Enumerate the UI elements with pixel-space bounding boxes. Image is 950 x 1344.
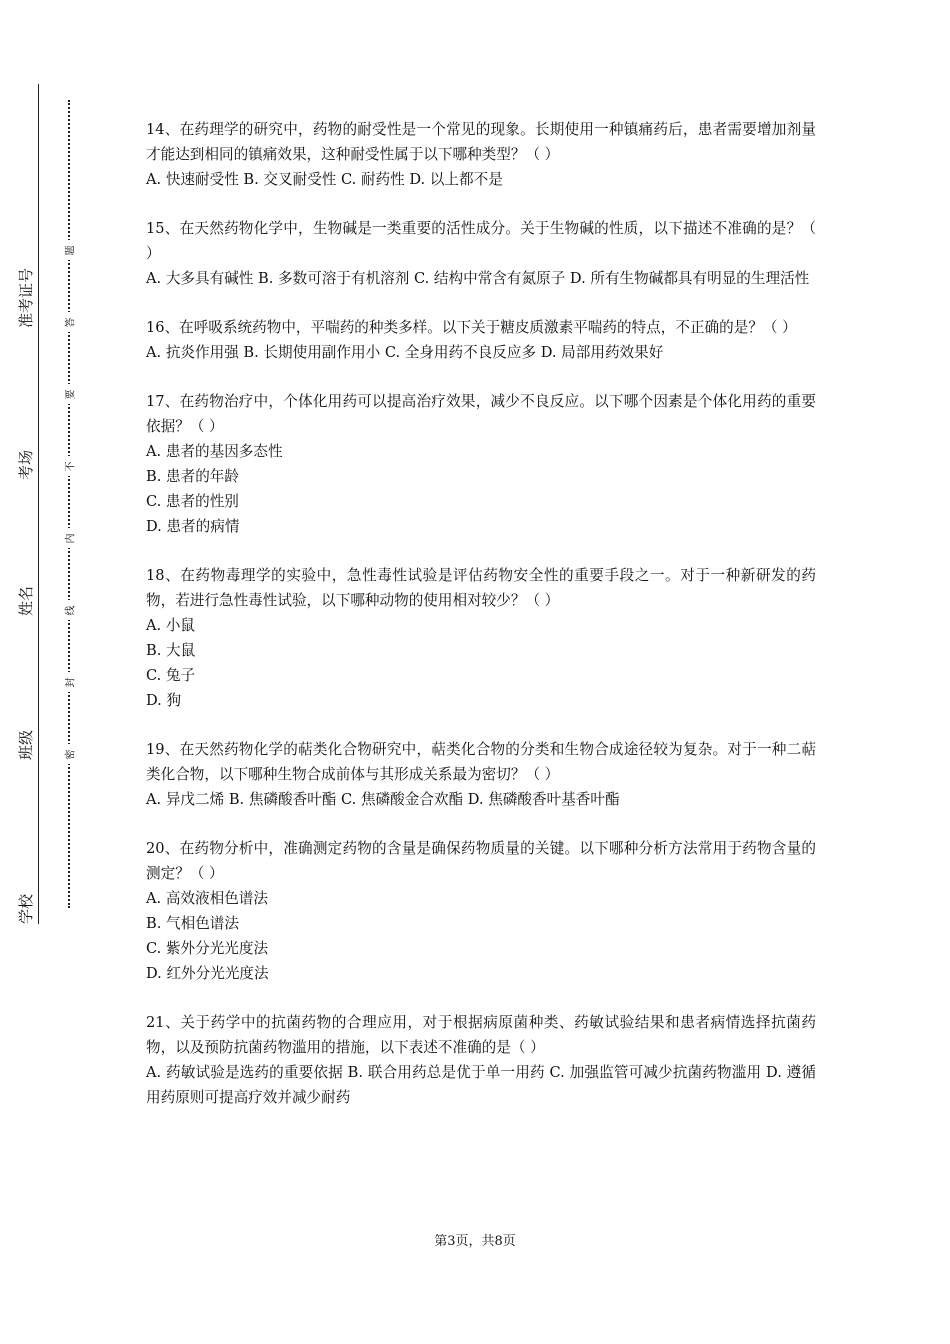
question-stem: 15、在天然药物化学中，生物碱是一类重要的活性成分。关于生物碱的性质，以下描述不准确的是？（ ） xyxy=(146,220,816,262)
option-b: B. 气相色谱法 xyxy=(146,915,239,932)
question-19 xyxy=(146,737,816,812)
option-b: B. 大鼠 xyxy=(146,642,196,659)
binding-line xyxy=(38,84,39,924)
seal-dotted-line xyxy=(68,100,70,908)
question-18 xyxy=(146,563,816,713)
exam-room-label: 考场 xyxy=(17,449,36,481)
question-stem: 17、在药物治疗中，个体化用药可以提高治疗效果，减少不良反应。以下哪个因素是个体化用药的重要依据？（ ） xyxy=(146,393,816,435)
option-d: D. 狗 xyxy=(146,692,182,709)
seal-char: 密 xyxy=(59,744,79,764)
question-options: A. 异戊二烯 B. 焦磷酸香叶酯 C. 焦磷酸金合欢酯 D. 焦磷酸香叶基香叶酯 xyxy=(146,791,620,808)
question-stem: 16、在呼吸系统药物中，平喘药的种类多样。以下关于糖皮质激素平喘药的特点，不正确的是？（ ） xyxy=(146,319,797,336)
question-options: A. 大多具有碱性 B. 多数可溶于有机溶剂 C. 结构中常含有氮原子 D. 所有生物碱都具有明显的生理活性 xyxy=(146,270,810,287)
question-15 xyxy=(146,216,816,291)
school-label: 学校 xyxy=(17,893,36,925)
option-a: A. 小鼠 xyxy=(146,617,196,634)
option-c: C. 患者的性别 xyxy=(146,493,239,510)
question-options: A. 快速耐受性 B. 交叉耐受性 C. 耐药性 D. 以上都不是 xyxy=(146,171,503,188)
option-a: A. 患者的基因多态性 xyxy=(146,443,283,460)
option-c: C. 紫外分光光度法 xyxy=(146,940,269,957)
question-stem: 21、关于药学中的抗菌药物的合理应用，对于根据病原菌种类、药敏试验结果和患者病情选择抗菌药物，以及预防抗菌药物滥用的措施，以下表述不准确的是（ ） xyxy=(146,1014,816,1056)
seal-char: 内 xyxy=(59,528,79,548)
option-d: D. 患者的病情 xyxy=(146,518,240,535)
exam-number-label: 准考证号 xyxy=(17,267,36,329)
question-14 xyxy=(146,117,816,192)
class-label: 班级 xyxy=(17,729,36,761)
page-number: 第3页，共8页 xyxy=(434,1234,516,1249)
question-17 xyxy=(146,389,816,539)
name-label: 姓名 xyxy=(17,585,36,617)
question-stem: 18、在药物毒理学的实验中，急性毒性试验是评估药物安全性的重要手段之一。对于一种新研发的药物，若进行急性毒性试验，以下哪种动物的使用相对较少？（ ） xyxy=(146,567,816,609)
seal-char: 题 xyxy=(59,240,79,260)
option-a: A. 高效液相色谱法 xyxy=(146,890,268,907)
question-stem: 20、在药物分析中，准确测定药物的含量是确保药物质量的关键。以下哪种分析方法常用于药物含量的测定？（ ） xyxy=(146,840,816,882)
question-20 xyxy=(146,836,816,986)
seal-char: 要 xyxy=(59,384,79,404)
question-21 xyxy=(146,1010,816,1110)
seal-char: 答 xyxy=(59,312,79,332)
question-16 xyxy=(146,315,816,365)
seal-char: 不 xyxy=(59,456,79,476)
seal-char: 封 xyxy=(59,672,79,692)
seal-char: 线 xyxy=(59,600,79,620)
question-stem: 19、在天然药物化学的萜类化合物研究中，萜类化合物的分类和生物合成途径较为复杂。对于一种二萜类化合物，以下哪种生物合成前体与其形成关系最为密切？（ ） xyxy=(146,741,816,783)
question-options: A. 药敏试验是选药的重要依据 B. 联合用药总是优于单一用药 C. 加强监管可减少抗菌药物滥用 D. 遵循用药原则可提高疗效并减少耐药 xyxy=(146,1064,816,1106)
question-list xyxy=(146,117,816,1134)
question-options: A. 抗炎作用强 B. 长期使用副作用小 C. 全身用药不良反应多 D. 局部用药效果好 xyxy=(146,344,664,361)
option-c: C. 兔子 xyxy=(146,667,196,684)
question-stem: 14、在药理学的研究中，药物的耐受性是一个常见的现象。长期使用一种镇痛药后，患者需要增加剂量才能达到相同的镇痛效果，这种耐受性属于以下哪种类型？（ ） xyxy=(146,121,816,163)
option-d: D. 红外分光光度法 xyxy=(146,965,269,982)
option-b: B. 患者的年龄 xyxy=(146,468,239,485)
